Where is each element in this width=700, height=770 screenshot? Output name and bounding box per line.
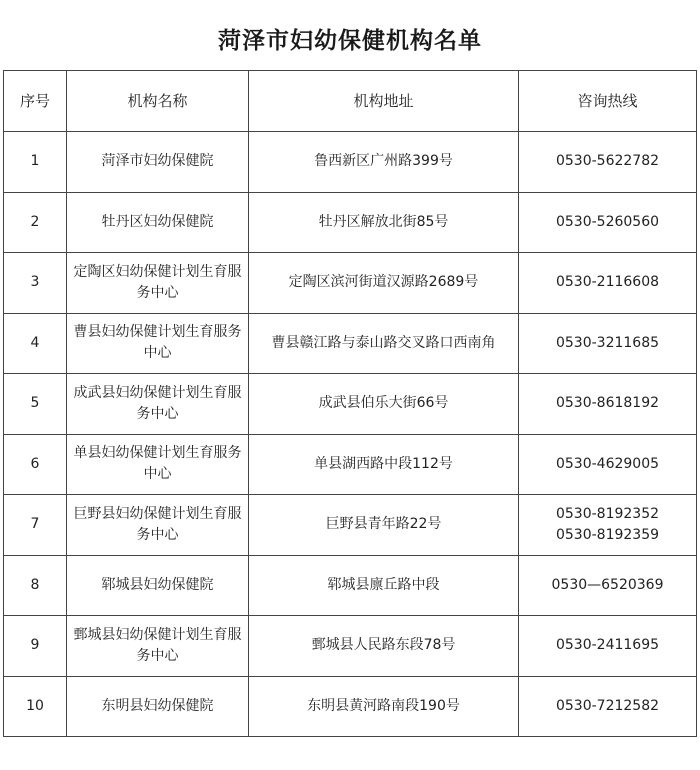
table-row xyxy=(4,192,697,253)
hotline-number: 0530-2116608 xyxy=(555,274,660,291)
row-index: 2 xyxy=(4,192,67,253)
table-row xyxy=(4,253,697,314)
hotline-cell xyxy=(519,495,697,556)
column-header-address: 机构地址 xyxy=(249,71,519,132)
institution-address: 郓城县廪丘路中段 xyxy=(249,555,519,616)
institution-name: 鄄城县妇幼保健计划生育服务中心 xyxy=(67,616,249,677)
hotline-number: 0530-4629005 xyxy=(555,455,660,472)
institution-address: 定陶区滨河街道汉源路2689号 xyxy=(249,253,519,314)
row-index: 1 xyxy=(4,132,67,193)
row-index: 6 xyxy=(4,434,67,495)
institution-name: 巨野县妇幼保健计划生育服务中心 xyxy=(67,495,249,556)
hotline-number: 0530-2411695 xyxy=(555,637,660,654)
hotline-cell xyxy=(519,132,697,193)
hotline-number: 0530-7212582 xyxy=(555,697,660,714)
table-header-row xyxy=(4,71,697,132)
institution-name: 成武县妇幼保健计划生育服务中心 xyxy=(67,374,249,435)
hotline-cell xyxy=(519,313,697,374)
hotline-cell xyxy=(519,616,697,677)
table-row xyxy=(4,555,697,616)
page-title: 菏泽市妇幼保健机构名单 xyxy=(218,28,482,54)
row-index: 10 xyxy=(4,676,67,737)
institution-address: 单县湖西路中段112号 xyxy=(249,434,519,495)
institution-address: 鲁西新区广州路399号 xyxy=(249,132,519,193)
hotline-number: 0530-3211685 xyxy=(555,334,660,351)
row-index: 4 xyxy=(4,313,67,374)
institution-name: 牡丹区妇幼保健院 xyxy=(67,192,249,253)
hotline-number: 0530-8618192 xyxy=(555,395,660,412)
institution-address: 牡丹区解放北街85号 xyxy=(249,192,519,253)
table-row xyxy=(4,676,697,737)
column-header-hotline: 咨询热线 xyxy=(519,71,697,132)
institution-name: 曹县妇幼保健计划生育服务中心 xyxy=(67,313,249,374)
hotline-cell xyxy=(519,676,697,737)
table-row xyxy=(4,313,697,374)
row-index: 8 xyxy=(4,555,67,616)
table-row xyxy=(4,616,697,677)
hotline-cell xyxy=(519,374,697,435)
institution-name: 东明县妇幼保健院 xyxy=(67,676,249,737)
hotline-cell xyxy=(519,192,697,253)
column-header-index: 序号 xyxy=(4,71,67,132)
institution-address: 曹县赣江路与泰山路交叉路口西南角 xyxy=(249,313,519,374)
table-row xyxy=(4,374,697,435)
institution-name: 菏泽市妇幼保健院 xyxy=(67,132,249,193)
table-row xyxy=(4,132,697,193)
row-index: 7 xyxy=(4,495,67,556)
row-index: 9 xyxy=(4,616,67,677)
institution-table xyxy=(3,70,697,737)
table-row xyxy=(4,495,697,556)
hotline-number-secondary: 0530-8192359 xyxy=(555,526,660,543)
institution-address: 成武县伯乐大街66号 xyxy=(249,374,519,435)
institution-address: 巨野县青年路22号 xyxy=(249,495,519,556)
table-row xyxy=(4,434,697,495)
institution-name: 定陶区妇幼保健计划生育服务中心 xyxy=(67,253,249,314)
hotline-number: 0530-8192352 xyxy=(555,505,660,522)
row-index: 5 xyxy=(4,374,67,435)
hotline-number: 0530-5622782 xyxy=(555,153,660,170)
institution-name: 郓城县妇幼保健院 xyxy=(67,555,249,616)
hotline-number: 0530-5260560 xyxy=(555,213,660,230)
hotline-cell xyxy=(519,253,697,314)
row-index: 3 xyxy=(4,253,67,314)
hotline-cell xyxy=(519,555,697,616)
column-header-name: 机构名称 xyxy=(67,71,249,132)
institution-address: 东明县黄河路南段190号 xyxy=(249,676,519,737)
institution-name: 单县妇幼保健计划生育服务中心 xyxy=(67,434,249,495)
hotline-number: 0530—6520369 xyxy=(551,576,664,593)
institution-address: 鄄城县人民路东段78号 xyxy=(249,616,519,677)
hotline-cell xyxy=(519,434,697,495)
